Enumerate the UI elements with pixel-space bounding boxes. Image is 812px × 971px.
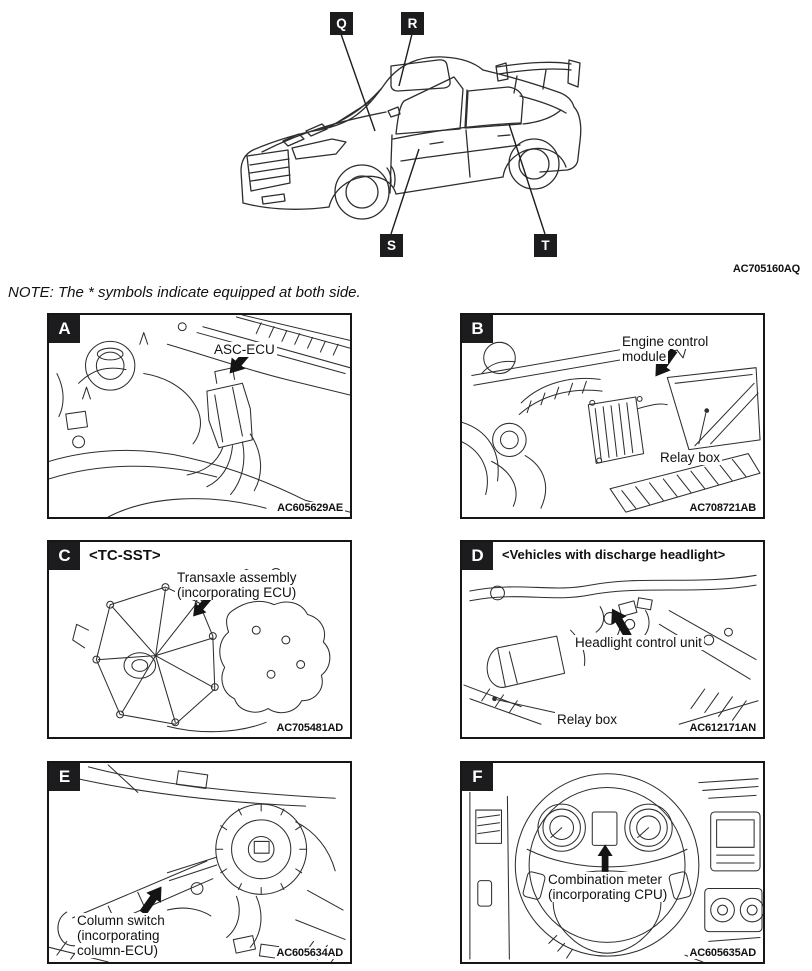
- panel-a: [47, 313, 352, 519]
- panel-letter: B: [471, 319, 484, 338]
- callout-box-r: [401, 12, 424, 35]
- callout-letter: S: [386, 238, 396, 253]
- panel-letter-box: [49, 315, 80, 343]
- callout-box-s: [380, 234, 403, 257]
- illustration-code: AC605635AD: [689, 947, 756, 959]
- leader-dot: [492, 696, 497, 701]
- illustration-code: AC605629AE: [277, 502, 343, 514]
- panel-letter-box: [49, 542, 80, 570]
- panel-a-illustration: [49, 315, 350, 517]
- panel-f: [460, 761, 765, 964]
- panel-letter-box: [462, 542, 493, 570]
- vehicle-illustration: [0, 0, 812, 285]
- panel-e: [47, 761, 352, 964]
- panel-letter-box: [462, 315, 493, 343]
- illustration-code: AC605634AD: [276, 947, 343, 959]
- callout-letter: Q: [336, 16, 347, 31]
- panel-header: <TC-SST>: [89, 547, 161, 564]
- pointer-arrow-icon: [598, 844, 613, 871]
- illustration-code: AC612171AN: [689, 722, 756, 734]
- component-label: Headlight control unit: [575, 635, 702, 650]
- component-label: Combination meter (incorporating CPU): [548, 872, 668, 902]
- callout-box-t: [534, 234, 557, 257]
- panel-letter: F: [472, 767, 483, 786]
- panel-letter-box: [49, 763, 80, 791]
- panel-letter: C: [58, 546, 71, 565]
- vehicle-location-figure: [0, 0, 812, 285]
- panel-letter-box: [462, 763, 493, 791]
- component-label: Engine control module: [622, 334, 709, 364]
- illustration-code: AC708721AB: [689, 502, 756, 514]
- panel-letter: D: [471, 546, 484, 565]
- panel-header: <Vehicles with discharge headlight>: [502, 547, 726, 562]
- component-label: Relay box: [557, 712, 618, 727]
- car-line-art: [241, 57, 581, 219]
- leader-dot: [704, 408, 709, 413]
- component-label: Column switch (incorporating column-ECU): [77, 913, 165, 958]
- callout-box-q: [330, 12, 353, 35]
- component-label: Relay box: [660, 450, 721, 465]
- panel-f-illustration: [462, 763, 763, 962]
- illustration-code: AC705481AD: [276, 722, 343, 734]
- callout-letter: R: [407, 16, 418, 31]
- panel-d: [460, 540, 765, 739]
- panel-c: [47, 540, 352, 739]
- panel-b: [460, 313, 765, 519]
- component-label: Transaxle assembly (incorporating ECU): [177, 570, 297, 600]
- component-label: ASC-ECU: [214, 342, 275, 357]
- note-text: NOTE: The * symbols indicate equipped at both side.: [8, 284, 361, 301]
- panel-letter: E: [58, 767, 71, 786]
- figure-code: AC705160AQ: [732, 263, 800, 275]
- panel-letter: A: [58, 319, 71, 338]
- panel-b-illustration: [462, 315, 763, 517]
- callout-letter: T: [541, 238, 550, 253]
